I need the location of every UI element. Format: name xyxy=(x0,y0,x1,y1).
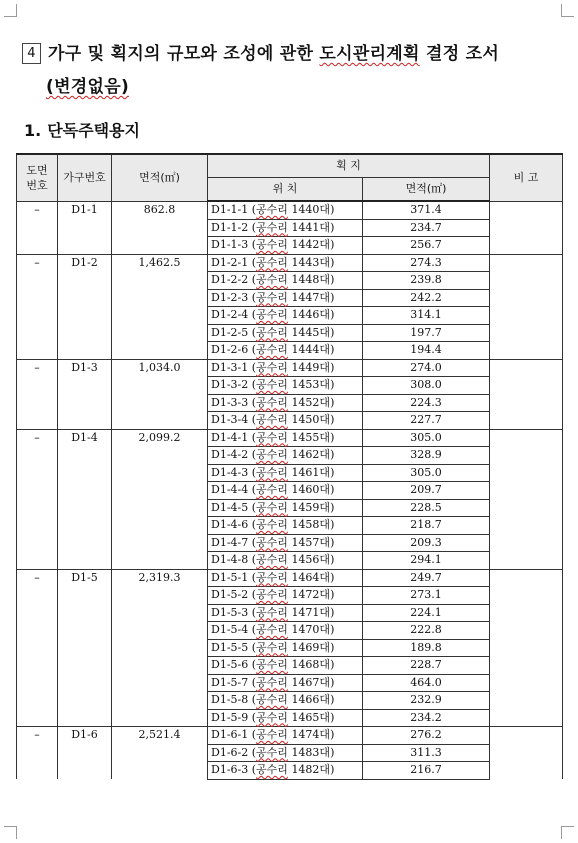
lot-parcel-number: 1447대 xyxy=(291,290,331,304)
lot-location-cell: D1-2-1 (공수리 1443대) xyxy=(208,254,363,272)
lot-area-cell: 224.3 xyxy=(363,394,490,412)
lot-village: 공수리 xyxy=(256,308,288,321)
lot-area-cell: 209.7 xyxy=(363,482,490,500)
heading-number-box: 4 xyxy=(22,43,41,64)
lot-id: D1-5-6 xyxy=(211,658,249,671)
block-area-cell: 1,462.5 xyxy=(112,254,208,359)
lot-location-cell: D1-4-3 (공수리 1461대) xyxy=(208,464,363,482)
lot-parcel-number: 1456대 xyxy=(291,553,331,566)
lot-parcel-number: 1460대 xyxy=(291,483,331,496)
lot-location-cell: D1-5-5 (공수리 1469대) xyxy=(208,639,363,657)
sheet-number-cell: – xyxy=(17,727,58,780)
lot-id: D1-5-2 xyxy=(211,588,249,601)
block-number-cell: D1-4 xyxy=(58,429,112,569)
lot-parcel-number: 1455대 xyxy=(291,430,331,444)
table-row xyxy=(17,254,563,272)
heading-subtitle: (변경없음) xyxy=(46,77,130,97)
lot-id: D1-2-5 xyxy=(211,325,249,339)
lot-village: 공수리 xyxy=(256,395,288,409)
block-number-cell: D1-3 xyxy=(58,359,112,429)
lot-parcel-number: 1449대 xyxy=(291,360,331,374)
block-number-cell: D1-6 xyxy=(58,727,112,780)
lot-parcel-number: 1472대 xyxy=(291,588,331,601)
lot-location-cell: D1-6-1 (공수리 1474대) xyxy=(208,727,363,745)
header-area: 면적(㎡) xyxy=(112,154,208,201)
lot-village: 공수리 xyxy=(256,675,288,689)
lot-village: 공수리 xyxy=(256,518,288,531)
lot-area-cell: 328.9 xyxy=(363,447,490,465)
lot-id: D1-4-3 xyxy=(211,465,249,479)
lot-village: 공수리 xyxy=(256,745,288,759)
table-row xyxy=(17,569,563,587)
lot-id: D1-3-2 xyxy=(211,378,249,391)
lot-location-cell: D1-2-3 (공수리 1447대) xyxy=(208,289,363,307)
lot-village: 공수리 xyxy=(256,413,288,426)
lot-id: D1-3-4 xyxy=(211,413,249,426)
lot-village: 공수리 xyxy=(256,290,288,304)
block-number-cell: D1-1 xyxy=(58,201,112,254)
lot-village: 공수리 xyxy=(256,693,288,706)
lot-area-cell: 276.2 xyxy=(363,727,490,745)
lot-area-cell: 274.3 xyxy=(363,254,490,272)
lot-parcel-number: 1466대 xyxy=(291,693,331,706)
lot-parcel-number: 1444대 xyxy=(291,343,331,356)
page-corner-mark xyxy=(4,4,17,17)
lot-parcel-number: 1448대 xyxy=(291,273,331,286)
lot-parcel-number: 1474대 xyxy=(291,728,331,741)
lot-area-cell: 189.8 xyxy=(363,639,490,657)
lot-parcel-number: 1462대 xyxy=(291,448,331,461)
lot-location-cell: D1-6-3 (공수리 1482대) xyxy=(208,762,363,780)
block-number-cell: D1-2 xyxy=(58,254,112,359)
lot-village: 공수리 xyxy=(256,360,288,374)
sheet-number-cell: – xyxy=(17,569,58,727)
lot-id: D1-5-1 xyxy=(211,570,249,584)
lot-location-cell: D1-2-5 (공수리 1445대) xyxy=(208,324,363,342)
lot-area-cell: 197.7 xyxy=(363,324,490,342)
lot-parcel-number: 1453대 xyxy=(291,378,331,391)
lot-id: D1-1-3 xyxy=(211,238,249,251)
heading-text-c: 결정 조서 xyxy=(419,44,500,64)
table-body xyxy=(17,201,563,779)
lot-area-cell: 228.7 xyxy=(363,657,490,675)
remarks-cell xyxy=(490,429,563,569)
lot-location-cell: D1-2-4 (공수리 1446대) xyxy=(208,307,363,325)
lot-id: D1-3-3 xyxy=(211,395,249,409)
lot-parcel-number: 1443대 xyxy=(291,255,331,269)
lot-id: D1-5-8 xyxy=(211,693,249,706)
lot-parcel-number: 1482대 xyxy=(291,763,331,776)
lot-location-cell: D1-3-3 (공수리 1452대) xyxy=(208,394,363,412)
remarks-cell xyxy=(490,201,563,254)
lot-village: 공수리 xyxy=(256,220,288,234)
lot-village: 공수리 xyxy=(256,535,288,549)
sheet-number-cell: – xyxy=(17,254,58,359)
lot-area-cell: 228.5 xyxy=(363,499,490,517)
block-number-cell: D1-5 xyxy=(58,569,112,727)
lot-parcel-number: 1467대 xyxy=(291,675,331,689)
block-area-cell: 2,099.2 xyxy=(112,429,208,569)
lot-table xyxy=(16,153,563,780)
lot-id: D1-5-5 xyxy=(211,640,249,654)
lot-location-cell: D1-2-2 (공수리 1448대) xyxy=(208,272,363,290)
lot-parcel-number: 1452대 xyxy=(291,395,331,409)
lot-area-cell: 464.0 xyxy=(363,674,490,692)
lot-area-cell: 294.1 xyxy=(363,552,490,570)
lot-id: D1-4-5 xyxy=(211,500,249,514)
lot-village: 공수리 xyxy=(256,465,288,479)
lot-area-cell: 274.0 xyxy=(363,359,490,377)
lot-area-cell: 305.0 xyxy=(363,464,490,482)
lot-location-cell: D1-5-1 (공수리 1464대) xyxy=(208,569,363,587)
page-corner-mark xyxy=(561,826,574,839)
lot-area-cell: 209.3 xyxy=(363,534,490,552)
block-area-cell: 862.8 xyxy=(112,201,208,254)
lot-id: D1-2-3 xyxy=(211,290,249,304)
table-row xyxy=(17,201,563,219)
lot-parcel-number: 1445대 xyxy=(291,325,331,339)
lot-id: D1-4-7 xyxy=(211,535,249,549)
section-title xyxy=(24,118,140,141)
lot-location-cell: D1-4-4 (공수리 1460대) xyxy=(208,482,363,500)
lot-location-cell: D1-4-5 (공수리 1459대) xyxy=(208,499,363,517)
document-heading xyxy=(22,38,570,104)
lot-location-cell: D1-1-3 (공수리 1442대) xyxy=(208,237,363,255)
lot-area-cell: 256.7 xyxy=(363,237,490,255)
lot-location-cell: D1-5-2 (공수리 1472대) xyxy=(208,587,363,605)
lot-area-cell: 371.4 xyxy=(363,201,490,219)
lot-village: 공수리 xyxy=(256,325,288,339)
lot-area-cell: 239.8 xyxy=(363,272,490,290)
lot-id: D1-4-6 xyxy=(211,518,249,531)
header-location: 위 치 xyxy=(208,178,363,202)
remarks-cell xyxy=(490,569,563,727)
lot-id: D1-2-4 xyxy=(211,308,249,321)
lot-location-cell: D1-3-1 (공수리 1449대) xyxy=(208,359,363,377)
lot-area-cell: 222.8 xyxy=(363,622,490,640)
lot-village: 공수리 xyxy=(256,483,288,496)
lot-id: D1-6-2 xyxy=(211,745,249,759)
lot-area-cell: 218.7 xyxy=(363,517,490,535)
block-area-cell: 1,034.0 xyxy=(112,359,208,429)
lot-village: 공수리 xyxy=(256,658,288,671)
block-area-cell: 2,319.3 xyxy=(112,569,208,727)
lot-parcel-number: 1483대 xyxy=(291,745,331,759)
lot-id: D1-4-2 xyxy=(211,448,249,461)
lot-id: D1-2-6 xyxy=(211,343,249,356)
lot-id: D1-5-7 xyxy=(211,675,249,689)
table-row xyxy=(17,429,563,447)
sheet-number-cell: – xyxy=(17,359,58,429)
lot-village: 공수리 xyxy=(256,553,288,566)
lot-location-cell: D1-3-2 (공수리 1453대) xyxy=(208,377,363,395)
header-sheet-number: 도면 번호 xyxy=(17,154,58,201)
lot-area-cell: 311.3 xyxy=(363,744,490,762)
lot-id: D1-4-8 xyxy=(211,553,249,566)
lot-parcel-number: 1441대 xyxy=(291,220,331,234)
lot-parcel-number: 1465대 xyxy=(291,710,331,724)
lot-parcel-number: 1469대 xyxy=(291,640,331,654)
lot-location-cell: D1-1-2 (공수리 1441대) xyxy=(208,219,363,237)
lot-parcel-number: 1461대 xyxy=(291,465,331,479)
lot-village: 공수리 xyxy=(256,763,288,776)
lot-village: 공수리 xyxy=(256,570,288,584)
lot-id: D1-5-3 xyxy=(211,605,249,619)
lot-area-cell: 224.1 xyxy=(363,604,490,622)
lot-id: D1-4-1 xyxy=(211,430,249,444)
header-lot-area: 면적(㎡) xyxy=(363,178,490,202)
lot-village: 공수리 xyxy=(256,273,288,286)
lot-village: 공수리 xyxy=(256,500,288,514)
header-block-number: 가구번호 xyxy=(58,154,112,201)
table-row xyxy=(17,359,563,377)
lot-parcel-number: 1459대 xyxy=(291,500,331,514)
lot-area-cell: 314.1 xyxy=(363,307,490,325)
remarks-cell xyxy=(490,727,563,780)
lot-village: 공수리 xyxy=(256,448,288,461)
lot-parcel-number: 1464대 xyxy=(291,570,331,584)
lot-id: D1-5-9 xyxy=(211,710,249,724)
lot-area-cell: 234.2 xyxy=(363,709,490,727)
lot-village: 공수리 xyxy=(256,255,288,269)
lot-village: 공수리 xyxy=(256,710,288,724)
sheet-number-cell: – xyxy=(17,201,58,254)
lot-location-cell: D1-5-9 (공수리 1465대) xyxy=(208,709,363,727)
lot-location-cell: D1-5-7 (공수리 1467대) xyxy=(208,674,363,692)
header-remarks: 비 고 xyxy=(490,154,563,201)
lot-parcel-number: 1440대 xyxy=(291,203,331,216)
block-area-cell: 2,521.4 xyxy=(112,727,208,780)
lot-area-cell: 194.4 xyxy=(363,342,490,360)
lot-id: D1-6-1 xyxy=(211,728,249,741)
lot-location-cell: D1-4-8 (공수리 1456대) xyxy=(208,552,363,570)
lot-parcel-number: 1450대 xyxy=(291,413,331,426)
lot-village: 공수리 xyxy=(256,728,288,741)
lot-id: D1-2-1 xyxy=(211,255,249,269)
lot-location-cell: D1-4-1 (공수리 1455대) xyxy=(208,429,363,447)
lot-location-cell: D1-5-4 (공수리 1470대) xyxy=(208,622,363,640)
lot-area-cell: 273.1 xyxy=(363,587,490,605)
heading-text-b: 도시관리계획 xyxy=(319,44,420,64)
lot-village: 공수리 xyxy=(256,430,288,444)
lot-parcel-number: 1471대 xyxy=(291,605,331,619)
lot-location-cell: D1-5-3 (공수리 1471대) xyxy=(208,604,363,622)
section-label: 단독주택용지 xyxy=(47,121,140,140)
lot-parcel-number: 1457대 xyxy=(291,535,331,549)
lot-id: D1-3-1 xyxy=(211,360,249,374)
lot-village: 공수리 xyxy=(256,343,288,356)
lot-village: 공수리 xyxy=(256,640,288,654)
lot-area-cell: 227.7 xyxy=(363,412,490,430)
lot-area-cell: 242.2 xyxy=(363,289,490,307)
lot-id: D1-4-4 xyxy=(211,483,249,496)
lot-village: 공수리 xyxy=(256,203,288,216)
lot-location-cell: D1-4-2 (공수리 1462대) xyxy=(208,447,363,465)
heading-text-a: 가구 및 획지의 규모와 조성에 관한 xyxy=(48,44,320,64)
sheet-number-cell: – xyxy=(17,429,58,569)
lot-parcel-number: 1458대 xyxy=(291,518,331,531)
lot-parcel-number: 1468대 xyxy=(291,658,331,671)
lot-location-cell: D1-4-6 (공수리 1458대) xyxy=(208,517,363,535)
lot-id: D1-1-2 xyxy=(211,220,249,234)
lot-area-cell: 308.0 xyxy=(363,377,490,395)
lot-village: 공수리 xyxy=(256,605,288,619)
lot-area-cell: 232.9 xyxy=(363,692,490,710)
lot-id: D1-1-1 xyxy=(211,203,249,216)
page-corner-mark xyxy=(561,4,574,17)
lot-location-cell: D1-6-2 (공수리 1483대) xyxy=(208,744,363,762)
lot-parcel-number: 1442대 xyxy=(291,238,331,251)
lot-area-cell: 305.0 xyxy=(363,429,490,447)
lot-area-cell: 216.7 xyxy=(363,762,490,780)
lot-parcel-number: 1446대 xyxy=(291,308,331,321)
remarks-cell xyxy=(490,359,563,429)
page-corner-mark xyxy=(4,826,17,839)
lot-parcel-number: 1470대 xyxy=(291,623,331,636)
lot-village: 공수리 xyxy=(256,623,288,636)
lot-village: 공수리 xyxy=(256,238,288,251)
lot-village: 공수리 xyxy=(256,378,288,391)
lot-location-cell: D1-5-8 (공수리 1466대) xyxy=(208,692,363,710)
lot-id: D1-2-2 xyxy=(211,273,249,286)
lot-area-cell: 249.7 xyxy=(363,569,490,587)
lot-village: 공수리 xyxy=(256,588,288,601)
lot-id: D1-5-4 xyxy=(211,623,249,636)
section-number: 1. xyxy=(24,121,42,140)
table-row xyxy=(17,727,563,745)
lot-location-cell: D1-3-4 (공수리 1450대) xyxy=(208,412,363,430)
lot-location-cell: D1-2-6 (공수리 1444대) xyxy=(208,342,363,360)
lot-id: D1-6-3 xyxy=(211,763,249,776)
header-lot: 획 지 xyxy=(208,154,490,178)
remarks-cell xyxy=(490,254,563,359)
lot-area-cell: 234.7 xyxy=(363,219,490,237)
lot-location-cell: D1-5-6 (공수리 1468대) xyxy=(208,657,363,675)
lot-location-cell: D1-1-1 (공수리 1440대) xyxy=(208,201,363,219)
lot-location-cell: D1-4-7 (공수리 1457대) xyxy=(208,534,363,552)
